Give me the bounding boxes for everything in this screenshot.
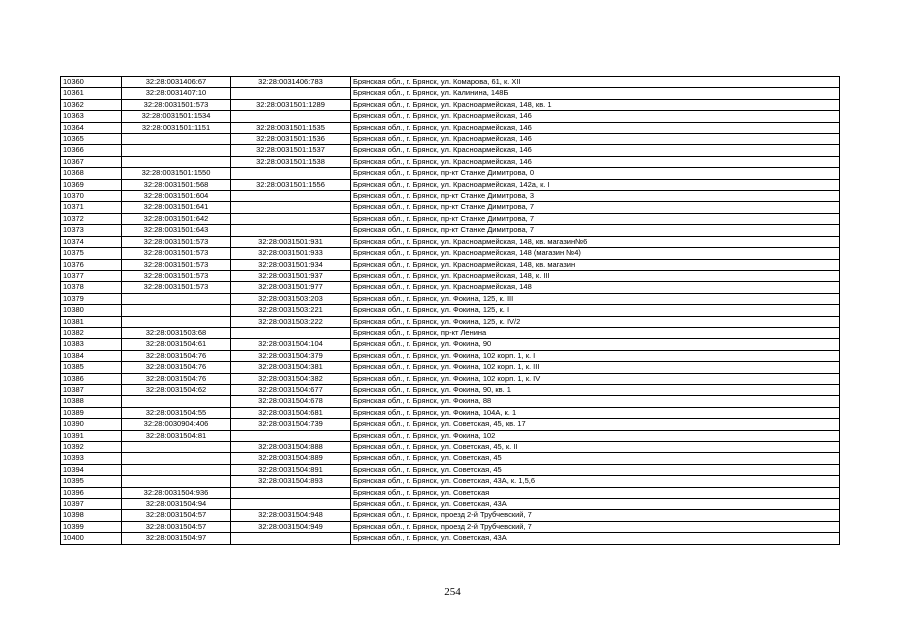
table-row bbox=[61, 442, 840, 453]
object-cadastral-number-cell: 32:28:0031501:933 bbox=[231, 248, 351, 259]
address-cell: Брянская обл., г. Брянск, ул. Фокина, 102 bbox=[351, 430, 840, 441]
address-cell: Брянская обл., г. Брянск, ул. Красноармейская, 148, к. III bbox=[351, 270, 840, 281]
row-number-cell: 10387 bbox=[61, 384, 122, 395]
address-cell: Брянская обл., г. Брянск, ул. Фокина, 125, к. III bbox=[351, 293, 840, 304]
land-cadastral-number-cell: 32:28:0031407:10 bbox=[122, 88, 231, 99]
land-cadastral-number-cell bbox=[122, 145, 231, 156]
object-cadastral-number-cell: 32:28:0031501:977 bbox=[231, 282, 351, 293]
page-number: 254 bbox=[444, 586, 461, 598]
table-row bbox=[61, 487, 840, 498]
object-cadastral-number-cell: 32:28:0031501:931 bbox=[231, 236, 351, 247]
land-cadastral-number-cell: 32:28:0031501:573 bbox=[122, 270, 231, 281]
table-row bbox=[61, 510, 840, 521]
land-cadastral-number-cell: 32:28:0031501:1534 bbox=[122, 111, 231, 122]
object-cadastral-number-cell: 32:28:0031501:934 bbox=[231, 259, 351, 270]
address-cell: Брянская обл., г. Брянск, ул. Советская, 43А bbox=[351, 499, 840, 510]
address-cell: Брянская обл., г. Брянск, пр-кт Ленина bbox=[351, 327, 840, 338]
object-cadastral-number-cell bbox=[231, 533, 351, 544]
address-cell: Брянская обл., г. Брянск, пр-кт Станке Димитрова, 7 bbox=[351, 202, 840, 213]
object-cadastral-number-cell bbox=[231, 168, 351, 179]
address-cell: Брянская обл., г. Брянск, ул. Советская, 45, кв. 17 bbox=[351, 419, 840, 430]
land-cadastral-number-cell: 32:28:0031504:57 bbox=[122, 510, 231, 521]
land-cadastral-number-cell: 32:28:0031501:573 bbox=[122, 282, 231, 293]
table-row bbox=[61, 213, 840, 224]
table-row bbox=[61, 122, 840, 133]
row-number-cell: 10374 bbox=[61, 236, 122, 247]
object-cadastral-number-cell: 32:28:0031504:949 bbox=[231, 521, 351, 532]
land-cadastral-number-cell: 32:28:0031501:573 bbox=[122, 248, 231, 259]
object-cadastral-number-cell bbox=[231, 191, 351, 202]
land-cadastral-number-cell: 32:28:0031501:643 bbox=[122, 225, 231, 236]
land-cadastral-number-cell bbox=[122, 156, 231, 167]
table-row bbox=[61, 339, 840, 350]
table-row bbox=[61, 305, 840, 316]
object-cadastral-number-cell: 32:28:0031504:381 bbox=[231, 362, 351, 373]
object-cadastral-number-cell: 32:28:0031501:1289 bbox=[231, 99, 351, 110]
row-number-cell: 10395 bbox=[61, 476, 122, 487]
object-cadastral-number-cell: 32:28:0031501:1537 bbox=[231, 145, 351, 156]
row-number-cell: 10365 bbox=[61, 134, 122, 145]
land-cadastral-number-cell: 32:28:0030904:406 bbox=[122, 419, 231, 430]
table-row bbox=[61, 88, 840, 99]
row-number-cell: 10370 bbox=[61, 191, 122, 202]
address-cell: Брянская обл., г. Брянск, ул. Советская, 45, к. II bbox=[351, 442, 840, 453]
land-cadastral-number-cell: 32:28:0031504:55 bbox=[122, 407, 231, 418]
table-row bbox=[61, 248, 840, 259]
land-cadastral-number-cell: 32:28:0031406:67 bbox=[122, 77, 231, 88]
table-row bbox=[61, 316, 840, 327]
address-cell: Брянская обл., г. Брянск, ул. Калинина, 148Б bbox=[351, 88, 840, 99]
table-row bbox=[61, 77, 840, 88]
table-row bbox=[61, 362, 840, 373]
table-row bbox=[61, 168, 840, 179]
row-number-cell: 10376 bbox=[61, 259, 122, 270]
land-cadastral-number-cell: 32:28:0031501:573 bbox=[122, 236, 231, 247]
land-cadastral-number-cell: 32:28:0031504:76 bbox=[122, 350, 231, 361]
object-cadastral-number-cell: 32:28:0031504:382 bbox=[231, 373, 351, 384]
table-row bbox=[61, 373, 840, 384]
table-row bbox=[61, 156, 840, 167]
land-cadastral-number-cell: 32:28:0031501:1151 bbox=[122, 122, 231, 133]
address-cell: Брянская обл., г. Брянск, ул. Красноармейская, 146 bbox=[351, 134, 840, 145]
row-number-cell: 10394 bbox=[61, 464, 122, 475]
land-cadastral-number-cell: 32:28:0031501:568 bbox=[122, 179, 231, 190]
land-cadastral-number-cell bbox=[122, 453, 231, 464]
table-row bbox=[61, 499, 840, 510]
row-number-cell: 10372 bbox=[61, 213, 122, 224]
address-cell: Брянская обл., г. Брянск, ул. Красноармейская, 148, кв. магазин№6 bbox=[351, 236, 840, 247]
land-cadastral-number-cell: 32:28:0031501:573 bbox=[122, 99, 231, 110]
land-cadastral-number-cell bbox=[122, 442, 231, 453]
row-number-cell: 10390 bbox=[61, 419, 122, 430]
land-cadastral-number-cell: 32:28:0031504:61 bbox=[122, 339, 231, 350]
object-cadastral-number-cell: 32:28:0031503:221 bbox=[231, 305, 351, 316]
land-cadastral-number-cell: 32:28:0031501:642 bbox=[122, 213, 231, 224]
table-row bbox=[61, 202, 840, 213]
table-row bbox=[61, 191, 840, 202]
table-row bbox=[61, 111, 840, 122]
row-number-cell: 10393 bbox=[61, 453, 122, 464]
row-number-cell: 10386 bbox=[61, 373, 122, 384]
row-number-cell: 10373 bbox=[61, 225, 122, 236]
object-cadastral-number-cell: 32:28:0031504:889 bbox=[231, 453, 351, 464]
object-cadastral-number-cell: 32:28:0031504:678 bbox=[231, 396, 351, 407]
table-row bbox=[61, 521, 840, 532]
row-number-cell: 10398 bbox=[61, 510, 122, 521]
land-cadastral-number-cell bbox=[122, 396, 231, 407]
address-cell: Брянская обл., г. Брянск, пр-кт Станке Димитрова, 0 bbox=[351, 168, 840, 179]
row-number-cell: 10361 bbox=[61, 88, 122, 99]
address-cell: Брянская обл., г. Брянск, ул. Советская, 43А bbox=[351, 533, 840, 544]
address-cell: Брянская обл., г. Брянск, пр-кт Станке Димитрова, 3 bbox=[351, 191, 840, 202]
address-cell: Брянская обл., г. Брянск, ул. Советская bbox=[351, 487, 840, 498]
land-cadastral-number-cell: 32:28:0031501:604 bbox=[122, 191, 231, 202]
address-cell: Брянская обл., г. Брянск, ул. Фокина, 125, к. IV/2 bbox=[351, 316, 840, 327]
address-cell: Брянская обл., г. Брянск, ул. Советская, 43А, к. 1,5,6 bbox=[351, 476, 840, 487]
table-row bbox=[61, 145, 840, 156]
object-cadastral-number-cell: 32:28:0031501:1535 bbox=[231, 122, 351, 133]
row-number-cell: 10378 bbox=[61, 282, 122, 293]
table-row bbox=[61, 99, 840, 110]
row-number-cell: 10383 bbox=[61, 339, 122, 350]
land-cadastral-number-cell: 32:28:0031504:97 bbox=[122, 533, 231, 544]
address-cell: Брянская обл., г. Брянск, ул. Красноармейская, 146 bbox=[351, 156, 840, 167]
land-cadastral-number-cell bbox=[122, 464, 231, 475]
object-cadastral-number-cell bbox=[231, 430, 351, 441]
table-row bbox=[61, 476, 840, 487]
object-cadastral-number-cell bbox=[231, 487, 351, 498]
object-cadastral-number-cell: 32:28:0031504:739 bbox=[231, 419, 351, 430]
address-cell: Брянская обл., г. Брянск, проезд 2-й Трубчевский, 7 bbox=[351, 521, 840, 532]
object-cadastral-number-cell bbox=[231, 327, 351, 338]
object-cadastral-number-cell: 32:28:0031406:783 bbox=[231, 77, 351, 88]
table-row bbox=[61, 293, 840, 304]
land-cadastral-number-cell: 32:28:0031503:68 bbox=[122, 327, 231, 338]
land-cadastral-number-cell bbox=[122, 134, 231, 145]
row-number-cell: 10392 bbox=[61, 442, 122, 453]
address-cell: Брянская обл., г. Брянск, ул. Комарова, 61, к. XII bbox=[351, 77, 840, 88]
object-cadastral-number-cell bbox=[231, 225, 351, 236]
row-number-cell: 10381 bbox=[61, 316, 122, 327]
object-cadastral-number-cell: 32:28:0031501:1556 bbox=[231, 179, 351, 190]
address-cell: Брянская обл., г. Брянск, ул. Красноармейская, 146 bbox=[351, 111, 840, 122]
table-row bbox=[61, 396, 840, 407]
address-cell: Брянская обл., г. Брянск, ул. Фокина, 102 корп. 1, к. III bbox=[351, 362, 840, 373]
object-cadastral-number-cell: 32:28:0031504:891 bbox=[231, 464, 351, 475]
address-cell: Брянская обл., г. Брянск, ул. Красноармейская, 148 bbox=[351, 282, 840, 293]
table-row bbox=[61, 407, 840, 418]
row-number-cell: 10388 bbox=[61, 396, 122, 407]
row-number-cell: 10368 bbox=[61, 168, 122, 179]
land-cadastral-number-cell bbox=[122, 293, 231, 304]
land-cadastral-number-cell: 32:28:0031501:1550 bbox=[122, 168, 231, 179]
address-cell: Брянская обл., г. Брянск, ул. Красноармейская, 148, кв. магазин bbox=[351, 259, 840, 270]
table-row bbox=[61, 533, 840, 544]
address-cell: Брянская обл., г. Брянск, ул. Советская, 45 bbox=[351, 464, 840, 475]
land-cadastral-number-cell: 32:28:0031501:641 bbox=[122, 202, 231, 213]
row-number-cell: 10396 bbox=[61, 487, 122, 498]
land-cadastral-number-cell: 32:28:0031504:62 bbox=[122, 384, 231, 395]
object-cadastral-number-cell: 32:28:0031504:104 bbox=[231, 339, 351, 350]
row-number-cell: 10400 bbox=[61, 533, 122, 544]
object-cadastral-number-cell: 32:28:0031504:681 bbox=[231, 407, 351, 418]
table-row bbox=[61, 327, 840, 338]
row-number-cell: 10399 bbox=[61, 521, 122, 532]
table-body bbox=[61, 77, 840, 545]
table-row bbox=[61, 453, 840, 464]
address-cell: Брянская обл., г. Брянск, ул. Красноармейская, 148 (магазин №4) bbox=[351, 248, 840, 259]
row-number-cell: 10367 bbox=[61, 156, 122, 167]
land-cadastral-number-cell: 32:28:0031504:936 bbox=[122, 487, 231, 498]
address-cell: Брянская обл., г. Брянск, ул. Фокина, 88 bbox=[351, 396, 840, 407]
row-number-cell: 10375 bbox=[61, 248, 122, 259]
row-number-cell: 10377 bbox=[61, 270, 122, 281]
address-cell: Брянская обл., г. Брянск, ул. Красноармейская, 142а, к. I bbox=[351, 179, 840, 190]
object-cadastral-number-cell: 32:28:0031501:1538 bbox=[231, 156, 351, 167]
row-number-cell: 10371 bbox=[61, 202, 122, 213]
object-cadastral-number-cell: 32:28:0031503:222 bbox=[231, 316, 351, 327]
address-cell: Брянская обл., г. Брянск, ул. Фокина, 102 корп. 1, к. IV bbox=[351, 373, 840, 384]
address-cell: Брянская обл., г. Брянск, ул. Фокина, 125, к. I bbox=[351, 305, 840, 316]
row-number-cell: 10379 bbox=[61, 293, 122, 304]
table-row bbox=[61, 282, 840, 293]
land-cadastral-number-cell: 32:28:0031504:76 bbox=[122, 362, 231, 373]
row-number-cell: 10362 bbox=[61, 99, 122, 110]
object-cadastral-number-cell: 32:28:0031501:1536 bbox=[231, 134, 351, 145]
address-cell: Брянская обл., г. Брянск, ул. Фокина, 90, кв. 1 bbox=[351, 384, 840, 395]
row-number-cell: 10391 bbox=[61, 430, 122, 441]
land-cadastral-number-cell: 32:28:0031504:81 bbox=[122, 430, 231, 441]
land-cadastral-number-cell: 32:28:0031504:94 bbox=[122, 499, 231, 510]
table-row bbox=[61, 225, 840, 236]
table-row bbox=[61, 384, 840, 395]
row-number-cell: 10364 bbox=[61, 122, 122, 133]
land-cadastral-number-cell bbox=[122, 316, 231, 327]
row-number-cell: 10366 bbox=[61, 145, 122, 156]
land-cadastral-number-cell: 32:28:0031501:573 bbox=[122, 259, 231, 270]
address-cell: Брянская обл., г. Брянск, ул. Фокина, 102 корп. 1, к. I bbox=[351, 350, 840, 361]
row-number-cell: 10369 bbox=[61, 179, 122, 190]
address-cell: Брянская обл., г. Брянск, ул. Красноармейская, 146 bbox=[351, 145, 840, 156]
address-cell: Брянская обл., г. Брянск, ул. Красноармейская, 146 bbox=[351, 122, 840, 133]
object-cadastral-number-cell bbox=[231, 88, 351, 99]
address-cell: Брянская обл., г. Брянск, ул. Фокина, 90 bbox=[351, 339, 840, 350]
object-cadastral-number-cell: 32:28:0031501:937 bbox=[231, 270, 351, 281]
object-cadastral-number-cell: 32:28:0031503:203 bbox=[231, 293, 351, 304]
address-cell: Брянская обл., г. Брянск, проезд 2-й Трубчевский, 7 bbox=[351, 510, 840, 521]
land-cadastral-number-cell: 32:28:0031504:76 bbox=[122, 373, 231, 384]
address-cell: Брянская обл., г. Брянск, ул. Красноармейская, 148, кв. 1 bbox=[351, 99, 840, 110]
object-cadastral-number-cell bbox=[231, 213, 351, 224]
object-cadastral-number-cell bbox=[231, 111, 351, 122]
object-cadastral-number-cell: 32:28:0031504:948 bbox=[231, 510, 351, 521]
table-row bbox=[61, 350, 840, 361]
cadastral-table bbox=[60, 76, 840, 545]
land-cadastral-number-cell: 32:28:0031504:57 bbox=[122, 521, 231, 532]
table-row bbox=[61, 236, 840, 247]
object-cadastral-number-cell: 32:28:0031504:893 bbox=[231, 476, 351, 487]
table-row bbox=[61, 464, 840, 475]
row-number-cell: 10382 bbox=[61, 327, 122, 338]
table-row bbox=[61, 259, 840, 270]
row-number-cell: 10397 bbox=[61, 499, 122, 510]
row-number-cell: 10380 bbox=[61, 305, 122, 316]
address-cell: Брянская обл., г. Брянск, пр-кт Станке Димитрова, 7 bbox=[351, 213, 840, 224]
row-number-cell: 10389 bbox=[61, 407, 122, 418]
table-row bbox=[61, 134, 840, 145]
object-cadastral-number-cell bbox=[231, 499, 351, 510]
address-cell: Брянская обл., г. Брянск, ул. Фокина, 104А, к. 1 bbox=[351, 407, 840, 418]
table-row bbox=[61, 430, 840, 441]
land-cadastral-number-cell bbox=[122, 476, 231, 487]
table-row bbox=[61, 270, 840, 281]
object-cadastral-number-cell bbox=[231, 202, 351, 213]
row-number-cell: 10384 bbox=[61, 350, 122, 361]
row-number-cell: 10363 bbox=[61, 111, 122, 122]
table-row bbox=[61, 179, 840, 190]
land-cadastral-number-cell bbox=[122, 305, 231, 316]
table-row bbox=[61, 419, 840, 430]
row-number-cell: 10360 bbox=[61, 77, 122, 88]
address-cell: Брянская обл., г. Брянск, пр-кт Станке Димитрова, 7 bbox=[351, 225, 840, 236]
object-cadastral-number-cell: 32:28:0031504:888 bbox=[231, 442, 351, 453]
row-number-cell: 10385 bbox=[61, 362, 122, 373]
object-cadastral-number-cell: 32:28:0031504:379 bbox=[231, 350, 351, 361]
object-cadastral-number-cell: 32:28:0031504:677 bbox=[231, 384, 351, 395]
address-cell: Брянская обл., г. Брянск, ул. Советская, 45 bbox=[351, 453, 840, 464]
